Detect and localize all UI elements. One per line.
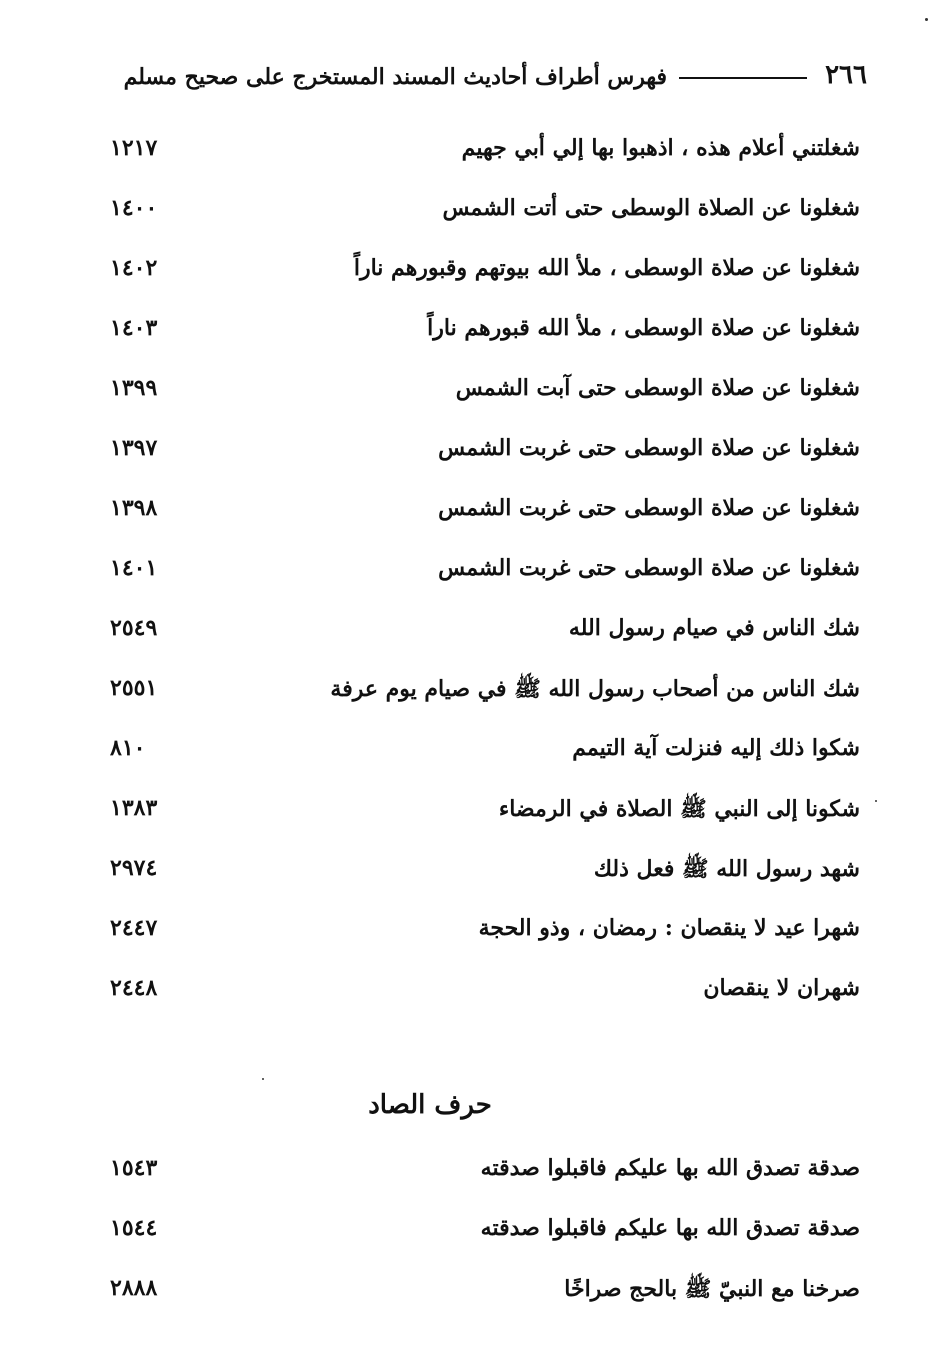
hadith-opening: شك الناس في صيام رسول الله xyxy=(568,615,860,641)
hadith-number: ٢٨٨٨ xyxy=(110,1275,158,1301)
hadith-number: ١٣٨٣ xyxy=(110,795,158,821)
hadith-opening: شغلتني أعلام هذه ، اذهبوا بها إلي أبي جهيم xyxy=(461,135,860,161)
hadith-opening: صدقة تصدق الله بها عليكم فاقبلوا صدقته xyxy=(480,1155,860,1181)
running-title: فهرس أطراف أحاديث المسند المستخرج على صحيح مسلم xyxy=(123,64,667,90)
section-heading: حرف الصاد xyxy=(368,1090,492,1120)
hadith-opening: صدقة تصدق الله بها عليكم فاقبلوا صدقته xyxy=(480,1215,860,1241)
scan-speck xyxy=(262,1078,264,1080)
hadith-number: ٢٤٤٧ xyxy=(110,915,158,941)
hadith-number: ١٤٠٣ xyxy=(110,315,158,341)
hadith-opening: شغلونا عن صلاة الوسطى حتى غربت الشمس xyxy=(438,555,860,581)
hadith-opening: شغلونا عن صلاة الوسطى حتى غربت الشمس xyxy=(438,435,860,461)
hadith-number: ١٥٤٣ xyxy=(110,1155,158,1181)
hadith-number: ٢٩٧٤ xyxy=(110,855,158,881)
scan-speck xyxy=(875,800,877,802)
index-entry xyxy=(110,555,860,599)
index-entry xyxy=(110,1275,860,1319)
index-entry xyxy=(110,255,860,299)
hadith-number: ١٢١٧ xyxy=(110,135,158,161)
index-entry xyxy=(110,675,860,719)
hadith-opening: شكونا إلى النبي ﷺ الصلاة في الرمضاء xyxy=(498,796,860,822)
header-rule xyxy=(679,77,807,79)
page-header xyxy=(110,60,867,100)
index-entry xyxy=(110,615,860,659)
index-entry xyxy=(110,435,860,479)
index-entry xyxy=(110,915,860,959)
hadith-number: ١٤٠٠ xyxy=(110,195,158,221)
index-entry xyxy=(110,855,860,899)
index-entry xyxy=(110,1155,860,1199)
hadith-opening: شهد رسول الله ﷺ فعل ذلك xyxy=(593,856,860,882)
index-entry xyxy=(110,315,860,359)
hadith-number: ١٤٠٢ xyxy=(110,255,158,281)
hadith-opening: شكوا ذلك إليه فنزلت آية التيمم xyxy=(572,735,860,761)
index-entry xyxy=(110,195,860,239)
hadith-number: ١٣٩٨ xyxy=(110,495,158,521)
index-entry xyxy=(110,975,860,1019)
index-entry xyxy=(110,735,860,779)
scan-speck xyxy=(925,18,928,21)
page-number: ٢٦٦ xyxy=(825,60,867,90)
hadith-opening: شهرا عيد لا ينقصان : رمضان ، وذو الحجة xyxy=(478,915,860,941)
hadith-number: ٢٤٤٨ xyxy=(110,975,158,1001)
hadith-opening: شك الناس من أصحاب رسول الله ﷺ في صيام يوم عرفة xyxy=(330,676,860,702)
hadith-opening: شهران لا ينقصان xyxy=(703,975,860,1001)
hadith-opening: شغلونا عن صلاة الوسطى ، ملأ الله قبورهم ناراً xyxy=(427,315,860,341)
index-entry xyxy=(110,375,860,419)
hadith-opening: شغلونا عن صلاة الوسطى ، ملأ الله بيوتهم وقبورهم ناراً xyxy=(353,255,860,281)
index-entry xyxy=(110,495,860,539)
hadith-opening: شغلونا عن صلاة الوسطى حتى غربت الشمس xyxy=(438,495,860,521)
hadith-opening: صرخنا مع النبيّ ﷺ بالحج صراخًا xyxy=(564,1276,860,1302)
hadith-opening: شغلونا عن الصلاة الوسطى حتى أتت الشمس xyxy=(442,195,860,221)
hadith-number: ١٣٩٩ xyxy=(110,375,158,401)
hadith-number: ١٥٤٤ xyxy=(110,1215,158,1241)
index-entry xyxy=(110,795,860,839)
hadith-number: ٢٥٤٩ xyxy=(110,615,158,641)
index-entry xyxy=(110,1215,860,1259)
hadith-opening: شغلونا عن صلاة الوسطى حتى آبت الشمس xyxy=(455,375,860,401)
hadith-number: ٢٥٥١ xyxy=(110,675,158,701)
hadith-number: ١٤٠١ xyxy=(110,555,158,581)
hadith-number: ١٣٩٧ xyxy=(110,435,158,461)
index-entry xyxy=(110,135,860,179)
hadith-number: ٨١٠ xyxy=(110,735,146,761)
